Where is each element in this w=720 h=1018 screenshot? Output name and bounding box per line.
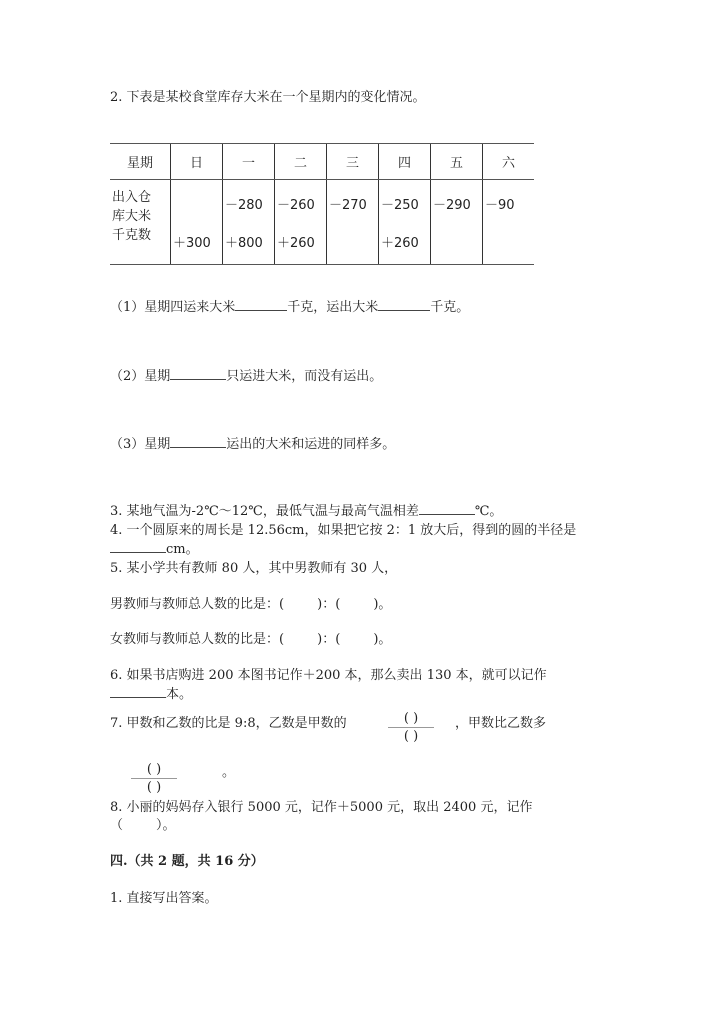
text: 8. 小丽的妈妈存入银行 5000 元，记作＋5000 元，取出 2400 元，记作 [110,800,533,815]
answer-blank[interactable] [235,298,287,311]
text: 4. 一个圆原来的周长是 12.56cm，如果把它按 2：1 放大后，得到的圆的半径是 [110,523,577,538]
sub-question-2 [110,367,382,386]
period: 。 [222,765,236,780]
answer-blank[interactable] [170,367,226,380]
question-5-female-ratio: 女教师与教师总人数的比是：( )：( )。 [110,632,392,647]
row-label-line: 出入仓 [112,190,152,205]
in-value: ＋800 [225,236,263,251]
question-5: 5. 某小学共有教师 80 人，其中男教师有 30 人， [110,561,398,576]
text: 运出的大米和运进的同样多。 [226,437,396,452]
answer-blank[interactable] [419,502,475,515]
cell-thu [379,180,431,265]
text: （1）星期四运来大米 [110,300,236,315]
in-value: ＋300 [173,236,211,251]
cell-wed [327,180,379,265]
header-cell: 星期 [110,144,171,180]
question-4 [110,522,576,559]
row-label-line: 库大米 [112,209,152,224]
section-question-1: 1. 直接写出答案。 [110,891,218,906]
question-5-male-ratio: 男教师与教师总人数的比是：( )：( )。 [110,597,392,612]
row-label-line: 千克数 [112,228,152,243]
question-2-title: 2. 下表是某校食堂库存大米在一个星期内的变化情况。 [110,90,426,105]
header-cell: 五 [431,144,483,180]
answer-blank[interactable] [110,685,166,698]
sub-question-1 [110,298,469,317]
header-cell: 一 [223,144,275,180]
cell-fri [431,180,483,265]
cell-tue [275,180,327,265]
text: 本。 [166,687,193,702]
text: （3）星期 [110,437,171,452]
cell-sat [483,180,535,265]
in-value: ＋260 [381,236,419,251]
header-cell: 四 [379,144,431,180]
denominator: ( ) [403,729,419,744]
question-3 [110,502,502,521]
numerator: ( ) [146,762,162,777]
out-value: －90 [485,198,515,213]
out-value: －260 [277,198,315,213]
text: ℃。 [474,504,503,519]
fraction-blank[interactable] [131,762,177,795]
header-cell: 日 [171,144,223,180]
fraction-blank[interactable] [388,711,434,744]
fraction-bar [131,778,177,779]
text: （2）星期 [110,369,171,384]
text: 6. 如果书店购进 200 本图书记作＋200 本，那么卖出 130 本，就可以记作 [110,668,547,683]
text: 7. 甲数和乙数的比是 9:8，乙数是甲数的 [110,716,347,731]
question-6 [110,667,547,704]
answer-paren[interactable]: （ ）。 [110,818,176,833]
sub-question-3 [110,435,395,454]
text: 千克。 [430,300,470,315]
text: 3. 某地气温为-2℃～12℃，最低气温与最高气温相差 [110,504,419,519]
header-cell: 三 [327,144,379,180]
section-heading: 四.（共 2 题，共 16 分） [110,854,264,869]
denominator: ( ) [146,780,162,795]
question-7 [110,715,347,733]
out-value: －280 [225,198,263,213]
question-8 [110,799,532,835]
header-cell: 二 [275,144,327,180]
fraction-bar [388,727,434,728]
table-header-row [110,144,534,180]
out-value: －250 [381,198,419,213]
answer-blank[interactable] [378,298,430,311]
header-cell: 六 [483,144,535,180]
answer-blank[interactable] [110,540,166,553]
question-7-cont: ，甲数比乙数多 [455,716,547,731]
row-label [110,180,171,265]
rice-table [110,143,534,265]
out-value: －270 [329,198,367,213]
text: 千克，运出大米 [287,300,379,315]
out-value: －290 [433,198,471,213]
numerator: ( ) [403,711,419,726]
text: cm。 [166,542,199,557]
cell-mon [223,180,275,265]
cell-sun [171,180,223,265]
in-value: ＋260 [277,236,315,251]
text: 只运进大米，而没有运出。 [226,369,383,384]
answer-blank[interactable] [170,435,226,448]
table-row [110,180,534,265]
